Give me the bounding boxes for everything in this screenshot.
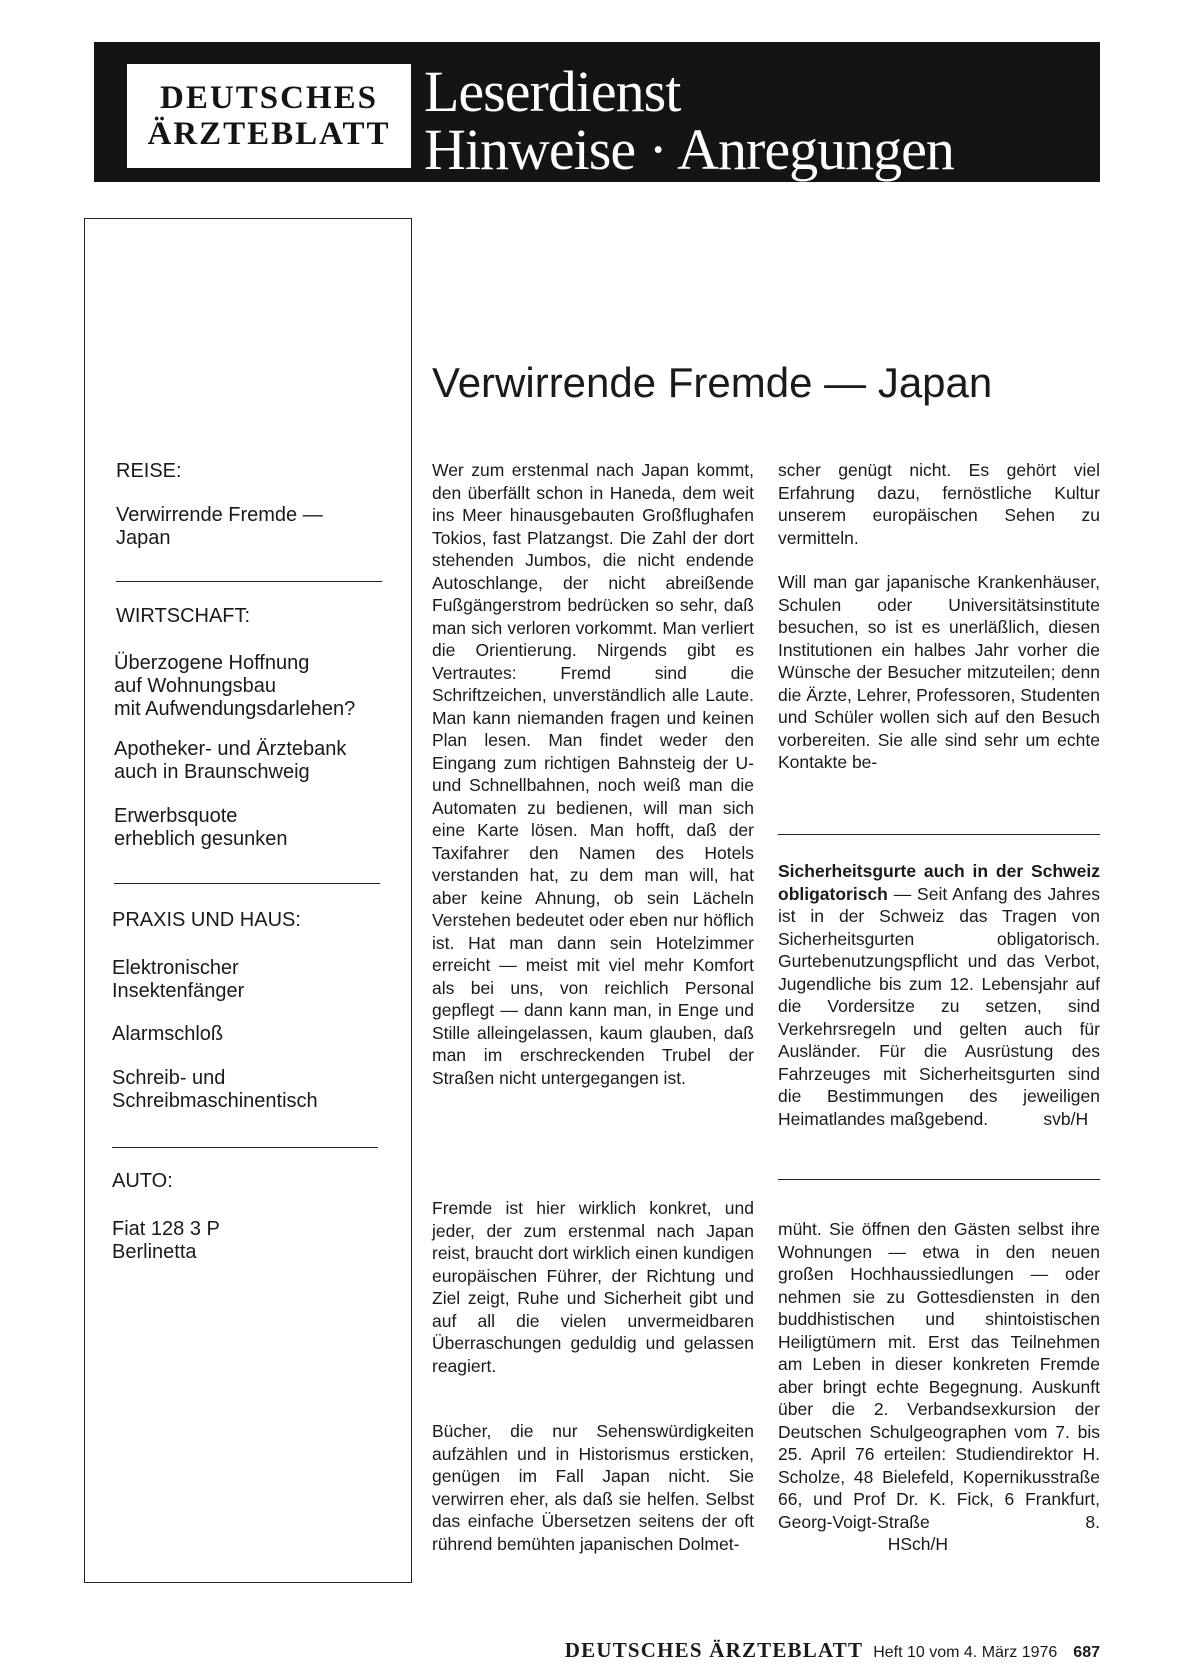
toc-entry[interactable]: Überzogene Hoffnung [114, 652, 310, 674]
article-paragraph: Wer zum erstenmal nach Japan kommt, den überfällt schon in Haneda, dem weit ins Meer hinausgebauten Großflughafen Tokios, fast Platzangst. Die Zahl der dort stehenden Jumbos, die nicht endende Autoschlange, der nicht abreißende Fußgängerstrom bedrücken so sehr, daß man sich verloren vorkommt. Man verliert die Orientierung. Nirgends gibt es Vertrautes: Fremd sind die Schriftzeichen, unverständlich alle Laute. Man kann niemanden fragen und keinen Plan lesen. Man findet weder den Eingang zum richtigen Bahnsteig der U- und Schnellbahnen, noch weiß man die Automaten zu bedienen, will man sich eine Karte lösen. Man hofft, daß der Taxifahrer den Namen des Hotels verstanden hat, zu dem man will, hat aber keine Ahnung, ob sein Lächeln Verstehen bedeutet oder eben nur höflich ist. Hat man dann sein Hotelzimmer erreicht — meist mit viel mehr Komfort als bei uns, von reichlich Personal gepflegt — dann kann man, in Enge und Stille alleingelassen, kaum glauben, daß man im erschreckenden Trubel der Straßen nicht untergegangen ist. [432, 460, 754, 1088]
toc-divider [112, 1147, 378, 1148]
toc-entry[interactable]: Schreib- und [112, 1067, 226, 1089]
masthead [94, 42, 1100, 182]
toc-entry[interactable]: Apotheker- und Ärztebank [114, 738, 347, 760]
journal-logo [127, 64, 411, 168]
toc-entry[interactable]: Verwirrende Fremde — [116, 504, 323, 526]
article-paragraph-text: müht. Sie öffnen den Gästen selbst ihre Wohnungen — etwa in den neuen großen Hochhaussiedlungen — oder nehmen sie zu Gottesdiensten in den buddhistischen und shintoistischen Heiligtümern mit. Erst das Teilnehmen am Leben in dieser konkreten Fremde aber bringt echte Begegnung. Auskunft über die 2. Verbandsexkursion der Deutschen Schulgeographen vom 7. bis 25. April 76 erteilen: Studiendirektor H. Scholze, 48 Bielefeld, Kopernikusstraße 66, und Prof Dr. K. Fick, 6 Frankfurt, Georg-Voigt-Straße 8. [778, 1219, 1100, 1532]
toc-divider [116, 581, 382, 582]
section-subtitle: Hinweise · Anregungen [424, 117, 954, 182]
toc-entry[interactable]: Schreibmaschinentisch [112, 1090, 318, 1112]
toc-entry[interactable]: Erwerbsquote [114, 805, 238, 827]
section-title: Leserdienst [424, 59, 681, 124]
logo-line-2: ÄRZTEBLATT [147, 116, 391, 152]
toc-entry[interactable]: auch in Braunschweig [114, 761, 310, 783]
footer-journal-name: DEUTSCHES ÄRZTEBLATT [564, 1638, 864, 1662]
toc-entry[interactable]: auf Wohnungsbau [114, 675, 276, 697]
article-paragraph: Bücher, die nur Sehenswürdigkeiten aufzählen und in Historismus ersticken, genügen im Fall Japan nicht. Sie verwirren eher, als daß sie helfen. Selbst das einfache Übersetzen seitens der oft rührend bemühten japanischen Dolmet- [432, 1421, 754, 1554]
logo-line-1: DEUTSCHES [160, 80, 378, 116]
toc-entry[interactable]: Elektronischer [112, 957, 239, 979]
article-paragraph [778, 1218, 1100, 1556]
page-footer [490, 1638, 1100, 1664]
toc-heading-praxis: PRAXIS UND HAUS: [112, 909, 301, 931]
author-signature: HSch/H [887, 1534, 948, 1554]
toc-entry[interactable]: Berlinetta [112, 1241, 197, 1263]
toc-entry[interactable]: Insektenfänger [112, 980, 245, 1002]
article-title: Verwirrende Fremde — Japan [432, 359, 993, 406]
toc-entry[interactable]: mit Aufwendungsdarlehen? [114, 698, 356, 720]
article-paragraph: scher genügt nicht. Es gehört viel Erfahrung dazu, fernöstliche Kultur unserem europäischen Sehen zu vermitteln. [778, 460, 1100, 548]
notice-paragraph [778, 860, 1100, 1130]
footer-issue: Heft 10 vom 4. März 1976 [873, 1644, 1058, 1661]
toc-divider [114, 883, 380, 884]
article-paragraph: Fremde ist hier wirklich konkret, und jeder, der zum erstenmal nach Japan reist, braucht dort wirklich einen kundigen europäischen Führer, der Richtung und Ziel zeigt, Ruhe und Sicherheit gibt und auf all die vielen unvermeidbaren Überraschungen geduldig und gelassen reagiert. [432, 1198, 754, 1376]
toc-heading-reise: REISE: [116, 460, 182, 482]
notice-headline: Sicherheitsgurte auch in der Schweiz obligatorisch [778, 861, 1100, 904]
toc-entry[interactable]: Alarmschloß [112, 1023, 224, 1045]
page-number: 687 [1073, 1644, 1100, 1661]
article-paragraph: Will man gar japanische Krankenhäuser, Schulen oder Universitätsinstitute besuchen, so ist es unerläßlich, diesen Institutionen ein halbes Jahr vorher die Wünsche der Besucher mitzuteilen; denn die Ärzte, Lehrer, Professoren, Studenten und Schüler wollen sich auf den Besuch vorbereiten. Sie alle sind sehr um echte Kontakte be- [778, 572, 1100, 772]
column-divider [778, 1179, 1100, 1180]
notice-body: — Seit Anfang des Jahres ist in der Schweiz das Tragen von Sicherheitsgurten obligatorisch. Gurtebenutzungspflicht und das Verbot, Jugendliche bis zum 12. Lebensjahr auf die Vordersitze zu setzen, sind Verkehrsregeln und gelten auch für Ausländer. Für die Ausrüstung des Fahrzeuges mit Sicherheitsgurten sind die Bestimmungen des jeweiligen Heimatlandes maßgebend. [778, 883, 1100, 1129]
toc-heading-wirtschaft: WIRTSCHAFT: [116, 605, 251, 627]
toc-heading-auto: AUTO: [112, 1170, 173, 1192]
column-divider [778, 834, 1100, 835]
toc-entry[interactable]: Fiat 128 3 P [112, 1218, 220, 1240]
notice-signature: svb/H [1043, 1108, 1089, 1129]
contents-sidebar [84, 218, 412, 1583]
toc-entry[interactable]: Japan [116, 527, 171, 549]
toc-entry[interactable]: erheblich gesunken [114, 828, 288, 850]
